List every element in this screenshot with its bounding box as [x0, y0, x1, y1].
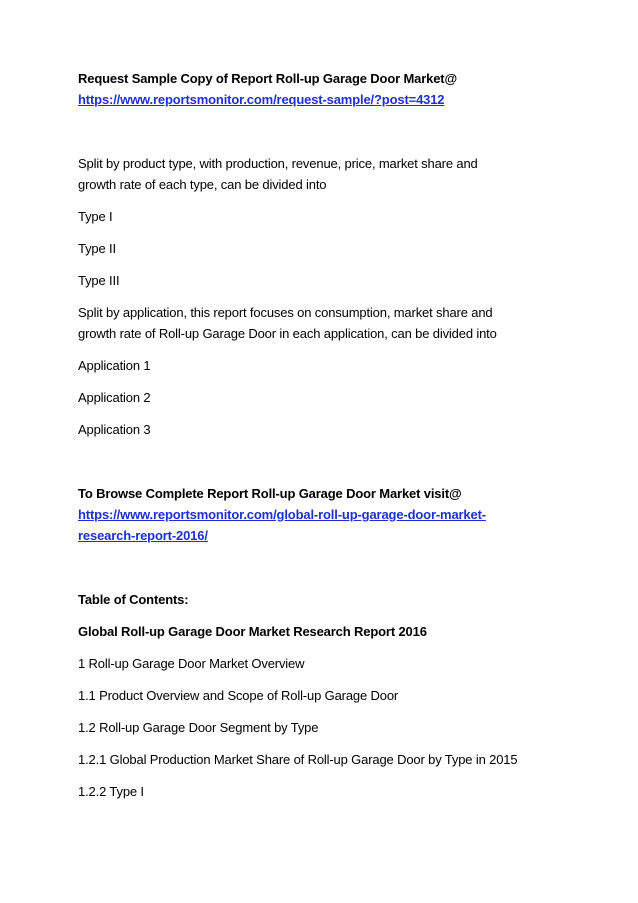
- toc-item: 1.1 Product Overview and Scope of Roll-up Garage Door: [78, 688, 399, 703]
- toc-item: 1.2 Roll-up Garage Door Segment by Type: [78, 720, 319, 735]
- type-item: Type III: [78, 273, 120, 288]
- request-sample-link[interactable]: https://www.reportsmonitor.com/request-sample/?post=4312: [78, 92, 445, 107]
- type-item: Type I: [78, 209, 113, 224]
- browse-report-link-line-2[interactable]: research-report-2016/: [78, 528, 208, 543]
- application-item: Application 1: [78, 358, 151, 373]
- toc-item: 1 Roll-up Garage Door Market Overview: [78, 656, 305, 671]
- toc-report-title: Global Roll-up Garage Door Market Research Report 2016: [78, 624, 427, 639]
- toc-item: 1.2.2 Type I: [78, 784, 144, 799]
- toc-item: 1.2.1 Global Production Market Share of Roll-up Garage Door by Type in 2015: [78, 752, 518, 767]
- product-split-intro-line-1: Split by product type, with production, revenue, price, market share and: [78, 156, 478, 171]
- application-item: Application 3: [78, 422, 151, 437]
- request-sample-heading: Request Sample Copy of Report Roll-up Garage Door Market@: [78, 71, 458, 86]
- type-item: Type II: [78, 241, 116, 256]
- document-page: [78, 68, 568, 802]
- application-split-intro-line-1: Split by application, this report focuses on consumption, market share and: [78, 305, 493, 320]
- toc-heading: Table of Contents:: [78, 592, 189, 607]
- application-item: Application 2: [78, 390, 151, 405]
- product-split-intro-line-2: growth rate of each type, can be divided into: [78, 177, 327, 192]
- application-split-intro-line-2: growth rate of Roll-up Garage Door in each application, can be divided into: [78, 326, 497, 341]
- browse-report-link-line-1[interactable]: https://www.reportsmonitor.com/global-roll-up-garage-door-market-: [78, 507, 486, 522]
- browse-report-heading: To Browse Complete Report Roll-up Garage Door Market visit@: [78, 486, 462, 501]
